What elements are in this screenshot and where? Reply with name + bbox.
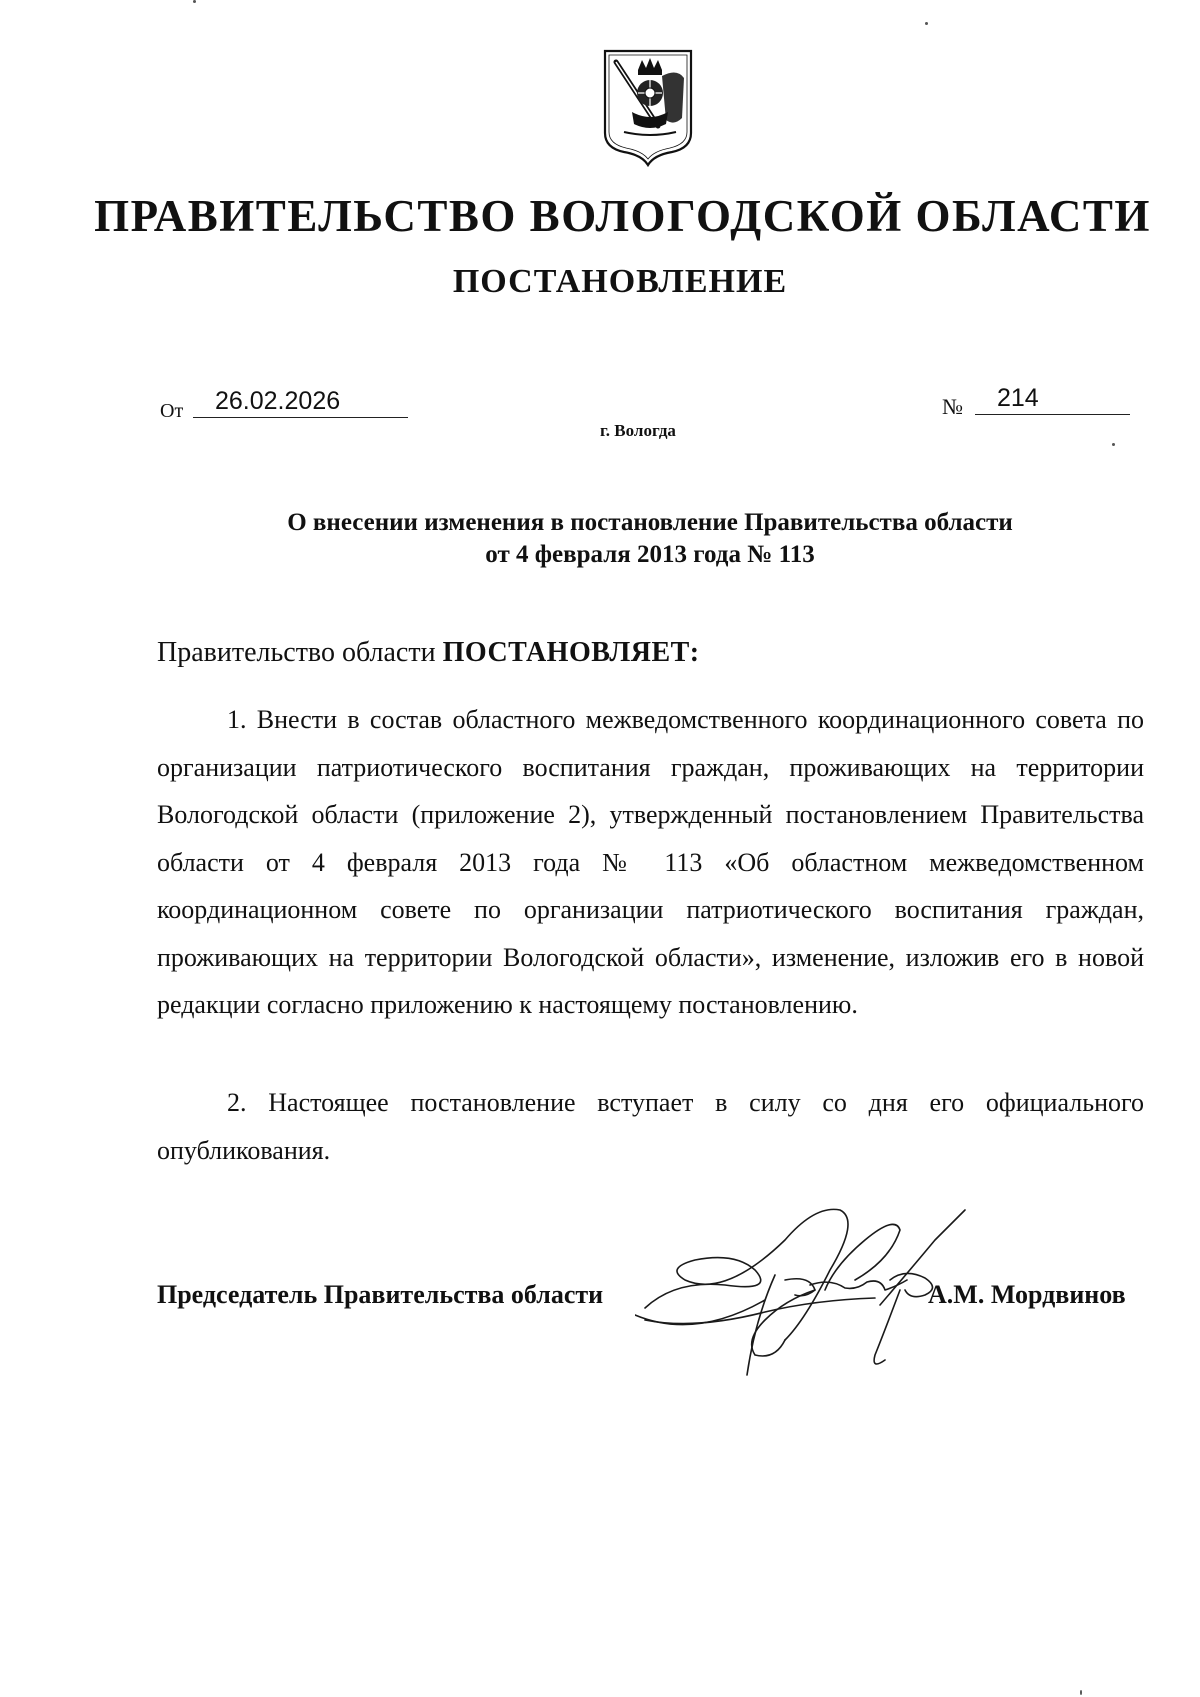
subject-line-1: О внесении изменения в постановление Правительства области bbox=[287, 509, 1013, 536]
scan-speck bbox=[925, 22, 928, 25]
scan-speck bbox=[1112, 443, 1115, 446]
handwritten-signature bbox=[635, 1180, 1005, 1380]
preamble-text: Правительство области bbox=[157, 637, 443, 668]
signatory-name: А.М. Мордвинов bbox=[928, 1280, 1126, 1309]
clause-2: 2. Настоящее постановление вступает в силу со дня его официального опубликования. bbox=[157, 1088, 1144, 1165]
document-type: ПОСТАНОВЛЕНИЕ bbox=[452, 263, 788, 300]
organization-title: ПРАВИТЕЛЬСТВО ВОЛОГОДСКОЙ ОБЛАСТИ bbox=[94, 191, 1151, 241]
clause-1: 1. Внести в состав областного межведомственного координационного совета по организации патриотического воспитания граждан, проживающих на территории Вологодской области (приложение 2), утвержденный постановлением Правительства области от 4 февраля 2013 года № 113 «Об областном межведомственном координационном совете по организации патриотического воспитания граждан, проживающих на территории Вологодской области», изменение, изложив его в новой редакции согласно приложению к настоящему постановлению. bbox=[157, 705, 1144, 1019]
signatory-position: Председатель Правительства области bbox=[157, 1280, 604, 1309]
subject-line-2: от 4 февраля 2013 года № 113 bbox=[485, 541, 815, 568]
document-number: 214 bbox=[975, 382, 1130, 415]
city: г. Вологда bbox=[600, 421, 676, 440]
date-label: От bbox=[160, 400, 184, 422]
preamble bbox=[157, 637, 700, 669]
coat-of-arms-icon bbox=[602, 48, 694, 168]
document-subject bbox=[160, 507, 1140, 571]
scan-speck bbox=[193, 0, 196, 3]
document-date: 26.02.2026 bbox=[193, 385, 408, 418]
preamble-emphasis: ПОСТАНОВЛЯЕТ: bbox=[442, 637, 700, 668]
scan-speck bbox=[1080, 1690, 1082, 1695]
number-label: № bbox=[942, 394, 963, 419]
